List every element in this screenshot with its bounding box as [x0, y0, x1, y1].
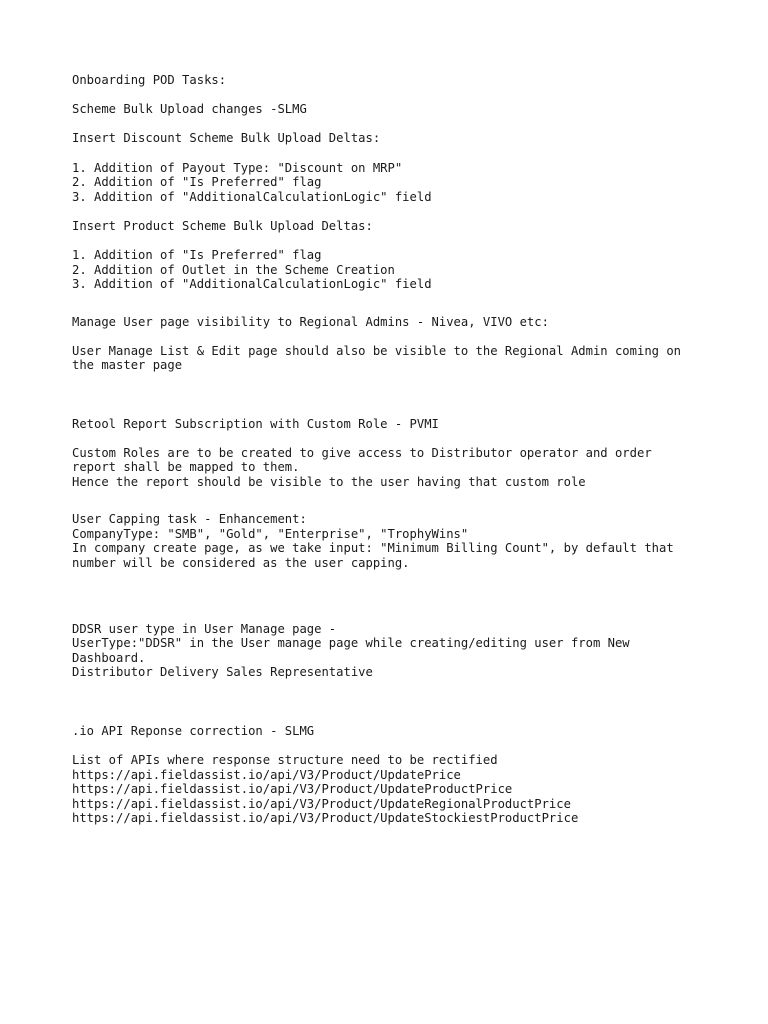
api-url: https://api.fieldassist.io/api/V3/Product/UpdateStockiestProductPrice — [72, 811, 579, 826]
subsection-title-discount-deltas: Insert Discount Scheme Bulk Upload Deltas: — [72, 131, 381, 146]
text-line: the master page — [72, 358, 183, 373]
text-line: UserType:"DDSR" in the User manage page while creating/editing user from New — [72, 636, 630, 651]
section-title-retool-report: Retool Report Subscription with Custom Role - PVMI — [72, 416, 439, 431]
section-title-api-response-correction: .io API Reponse correction - SLMG — [72, 723, 315, 738]
list-item: 2. Addition of Outlet in the Scheme Creation — [72, 262, 395, 277]
api-url-list — [72, 768, 712, 826]
retool-report-text — [72, 446, 712, 490]
text-line: CompanyType: "SMB", "Gold", "Enterprise", "TrophyWins" — [72, 526, 469, 541]
list-item: 3. Addition of "AdditionalCalculationLogic" field — [72, 189, 432, 204]
text-line: Dashboard. — [72, 650, 146, 665]
api-url: https://api.fieldassist.io/api/V3/Product/UpdatePrice — [72, 767, 461, 782]
text-line: Distributor Delivery Sales Representative — [72, 665, 373, 680]
text-line: Custom Roles are to be created to give access to Distributor operator and order — [72, 445, 652, 460]
section-title-user-capping: User Capping task - Enhancement: — [72, 512, 307, 527]
manage-user-visibility-text — [72, 344, 712, 373]
text-line: number will be considered as the user capping. — [72, 556, 410, 571]
text-line: User Manage List & Edit page should also be visible to the Regional Admin coming on — [72, 343, 682, 358]
document-heading: Onboarding POD Tasks: — [72, 73, 227, 87]
document-body — [72, 73, 712, 826]
list-item: 3. Addition of "AdditionalCalculationLogic" field — [72, 277, 432, 292]
discount-deltas-list — [72, 161, 712, 205]
product-deltas-list — [72, 248, 712, 292]
text-line: Hence the report should be visible to the user having that custom role — [72, 475, 586, 490]
list-item: 2. Addition of "Is Preferred" flag — [72, 175, 322, 190]
text-line: In company create page, as we take input: "Minimum Billing Count", by default that — [72, 541, 674, 556]
api-url: https://api.fieldassist.io/api/V3/Product/UpdateRegionalProductPrice — [72, 796, 571, 811]
section-title-manage-user-visibility: Manage User page visibility to Regional Admins - Nivea, VIVO etc: — [72, 314, 549, 329]
list-item: 1. Addition of Payout Type: "Discount on MRP" — [72, 160, 403, 175]
api-list-intro: List of APIs where response structure need to be rectified — [72, 752, 498, 767]
list-item: 1. Addition of "Is Preferred" flag — [72, 248, 322, 263]
api-url: https://api.fieldassist.io/api/V3/Product/UpdateProductPrice — [72, 782, 513, 797]
section-title-scheme-bulk-upload: Scheme Bulk Upload changes -SLMG — [72, 102, 307, 117]
section-title-ddsr-user-type: DDSR user type in User Manage page - — [72, 621, 337, 636]
subsection-title-product-deltas: Insert Product Scheme Bulk Upload Deltas: — [72, 218, 373, 233]
user-capping-text — [72, 527, 712, 571]
text-line: report shall be mapped to them. — [72, 460, 300, 475]
ddsr-user-type-text — [72, 636, 712, 680]
